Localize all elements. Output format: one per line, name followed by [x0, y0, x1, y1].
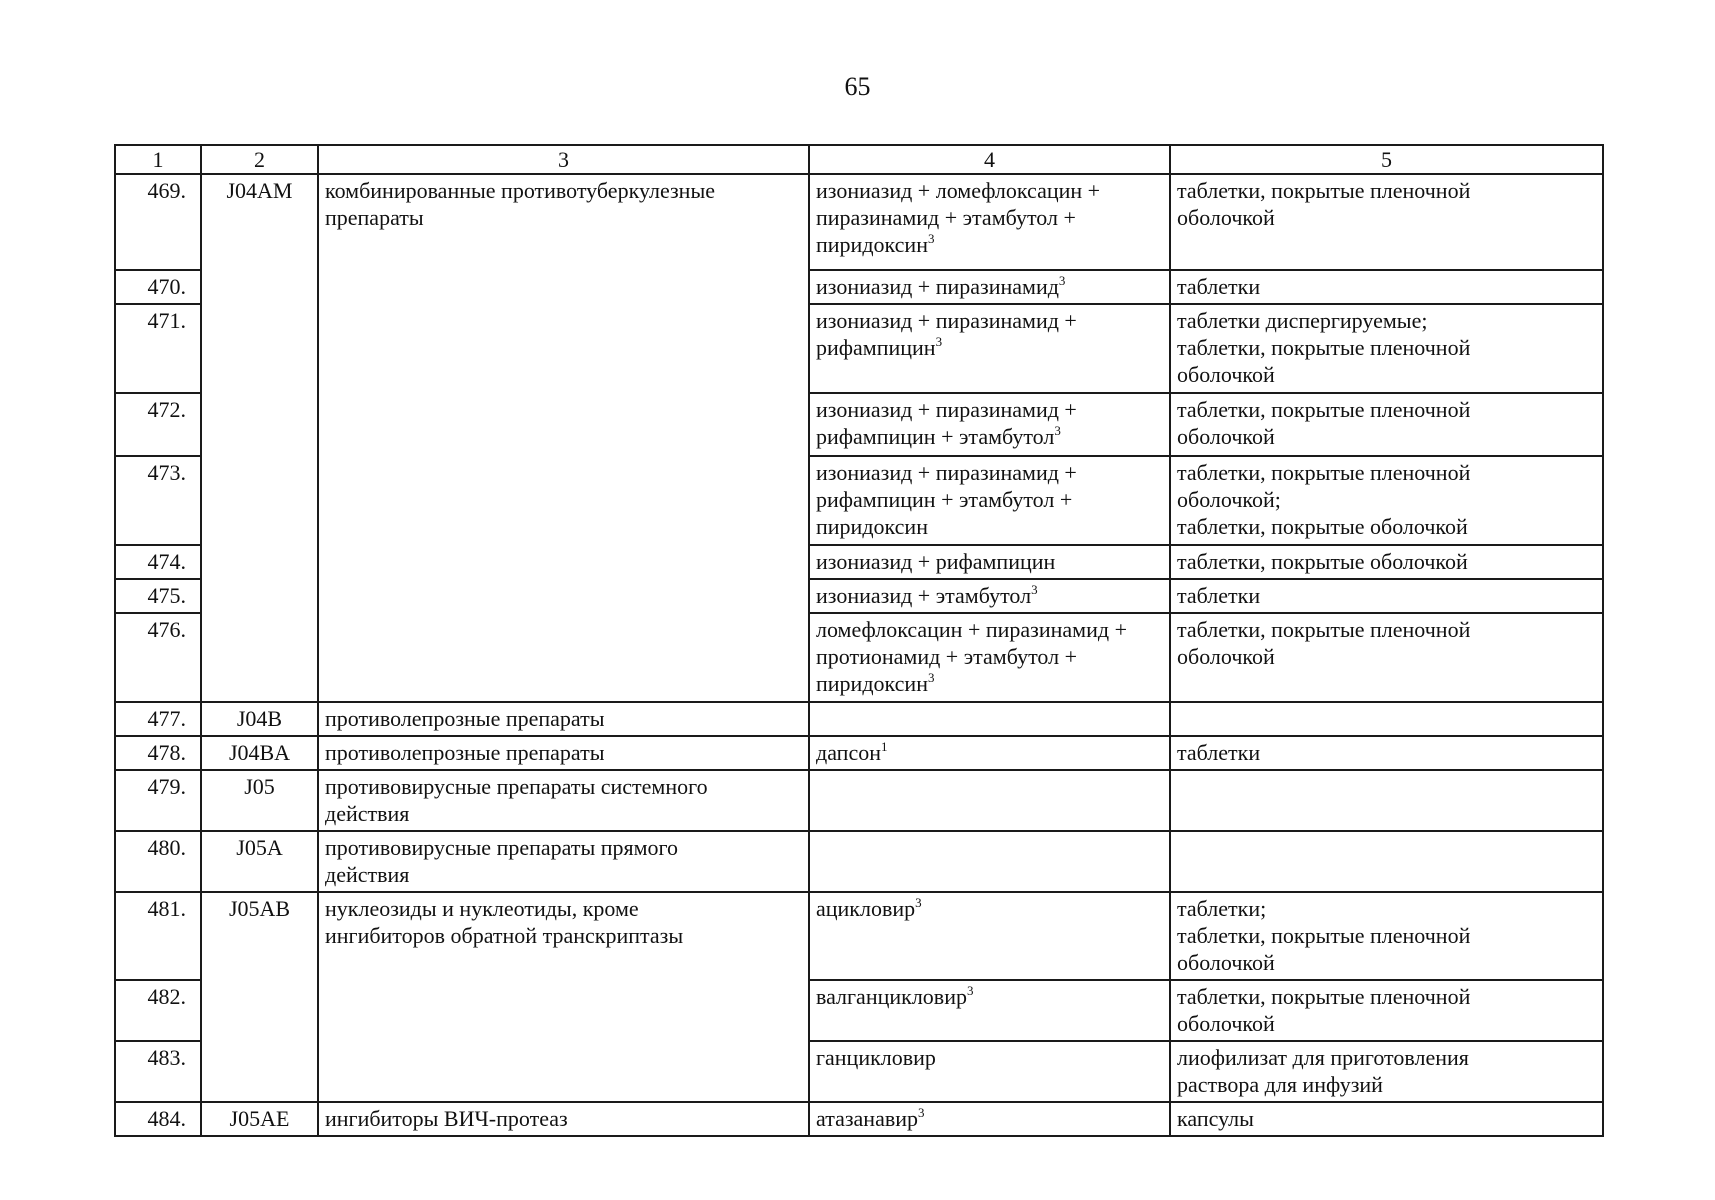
row-number: 469. [115, 174, 201, 270]
row-number: 472. [115, 393, 201, 456]
drug-cell [809, 892, 1170, 980]
header-col-1: 1 [115, 145, 201, 174]
footnote-mark: 3 [935, 334, 943, 349]
drug-cell [809, 702, 1170, 736]
row-number: 478. [115, 736, 201, 770]
dosage-form: таблетки, покрытые пленочной оболочкой; таблетки, покрытые оболочкой [1170, 456, 1603, 545]
dosage-form: таблетки, покрытые пленочной оболочкой [1170, 613, 1603, 702]
atc-code: J04B [201, 702, 318, 736]
drug-cell [809, 174, 1170, 270]
dosage-form [1170, 702, 1603, 736]
drug-name: изониазид + рифампицин [816, 549, 1056, 574]
row-number: 479. [115, 770, 201, 831]
atc-code: J05 [201, 770, 318, 831]
atc-group: противовирусные препараты системного действия [318, 770, 809, 831]
dosage-form [1170, 831, 1603, 892]
atc-group: ингибиторы ВИЧ-протеаз [318, 1102, 809, 1136]
atc-code: J05AB [201, 892, 318, 1102]
dosage-form: таблетки [1170, 270, 1603, 304]
dosage-form: таблетки, покрытые пленочной оболочкой [1170, 980, 1603, 1041]
header-col-4: 4 [809, 145, 1170, 174]
table-row [115, 892, 1603, 980]
drug-cell [809, 1102, 1170, 1136]
drug-name: ломефлоксацин + пиразинамид + протионамид + этамбутол + пиридоксин [816, 617, 1127, 696]
drug-cell [809, 831, 1170, 892]
drug-cell [809, 304, 1170, 393]
header-row [115, 145, 1603, 174]
row-number: 476. [115, 613, 201, 702]
row-number: 483. [115, 1041, 201, 1102]
drug-table [114, 144, 1604, 1137]
footnote-mark: 1 [880, 739, 888, 754]
drug-name: изониазид + ломефлоксацин + пиразинамид + этамбутол + пиридоксин [816, 178, 1101, 257]
row-number: 470. [115, 270, 201, 304]
drug-cell [809, 270, 1170, 304]
drug-cell [809, 456, 1170, 545]
table-row [115, 736, 1603, 770]
row-number: 480. [115, 831, 201, 892]
row-number: 477. [115, 702, 201, 736]
drug-name: изониазид + пиразинамид + рифампицин + этамбутол + пиридоксин [816, 460, 1077, 539]
drug-name: изониазид + этамбутол [816, 583, 1032, 608]
dosage-form: таблетки, покрытые пленочной оболочкой [1170, 174, 1603, 270]
row-number: 474. [115, 545, 201, 579]
atc-group: противовирусные препараты прямого действия [318, 831, 809, 892]
row-number: 484. [115, 1102, 201, 1136]
row-number: 473. [115, 456, 201, 545]
drug-name: валганцикловир [816, 984, 967, 1009]
drug-name: ганцикловир [816, 1045, 936, 1070]
row-number: 481. [115, 892, 201, 980]
dosage-form: таблетки, покрытые пленочной оболочкой [1170, 393, 1603, 456]
header-col-3: 3 [318, 145, 809, 174]
footnote-mark: 3 [918, 1105, 925, 1120]
drug-name: изониазид + пиразинамид [816, 274, 1059, 299]
dosage-form [1170, 770, 1603, 831]
atc-code: J05AE [201, 1102, 318, 1136]
drug-name: изониазид + пиразинамид + рифампицин + этамбутол [816, 397, 1077, 449]
row-number: 482. [115, 980, 201, 1041]
row-number: 475. [115, 579, 201, 613]
drug-name: дапсон [816, 740, 881, 765]
drug-cell [809, 1041, 1170, 1102]
header-col-5: 5 [1170, 145, 1603, 174]
drug-cell [809, 736, 1170, 770]
atc-code: J04AM [201, 174, 318, 702]
table-row [115, 770, 1603, 831]
drug-cell [809, 579, 1170, 613]
footnote-mark: 3 [966, 983, 974, 998]
drug-cell [809, 980, 1170, 1041]
dosage-form: таблетки; таблетки, покрытые пленочной оболочкой [1170, 892, 1603, 980]
footnote-mark: 3 [1058, 273, 1066, 288]
atc-code: J05A [201, 831, 318, 892]
footnote-mark: 3 [915, 895, 922, 910]
footnote-mark: 3 [1054, 423, 1061, 438]
dosage-form: капсулы [1170, 1102, 1603, 1136]
atc-group: противолепрозные препараты [318, 736, 809, 770]
drug-cell [809, 545, 1170, 579]
drug-name: атазанавир [816, 1106, 918, 1131]
row-number: 471. [115, 304, 201, 393]
drug-cell [809, 770, 1170, 831]
dosage-form: таблетки диспергируемые; таблетки, покрытые пленочной оболочкой [1170, 304, 1603, 393]
header-col-2: 2 [201, 145, 318, 174]
drug-name: ацикловир [816, 896, 916, 921]
footnote-mark: 3 [927, 231, 935, 246]
table-row [115, 174, 1603, 270]
drug-cell [809, 613, 1170, 702]
atc-code: J04BA [201, 736, 318, 770]
footnote-mark: 3 [927, 670, 935, 685]
atc-group: нуклеозиды и нуклеотиды, кроме ингибиторов обратной транскриптазы [318, 892, 809, 1102]
table-row [115, 1102, 1603, 1136]
dosage-form: лиофилизат для приготовления раствора для инфузий [1170, 1041, 1603, 1102]
table-row [115, 702, 1603, 736]
atc-group: комбинированные противотуберкулезные препараты [318, 174, 809, 702]
table-row [115, 831, 1603, 892]
dosage-form: таблетки, покрытые оболочкой [1170, 545, 1603, 579]
dosage-form: таблетки [1170, 579, 1603, 613]
page-number: 65 [844, 72, 871, 101]
drug-name: изониазид + пиразинамид + рифампицин [816, 308, 1077, 360]
atc-group: противолепрозные препараты [318, 702, 809, 736]
drug-cell [809, 393, 1170, 456]
footnote-mark: 3 [1031, 582, 1038, 597]
dosage-form: таблетки [1170, 736, 1603, 770]
